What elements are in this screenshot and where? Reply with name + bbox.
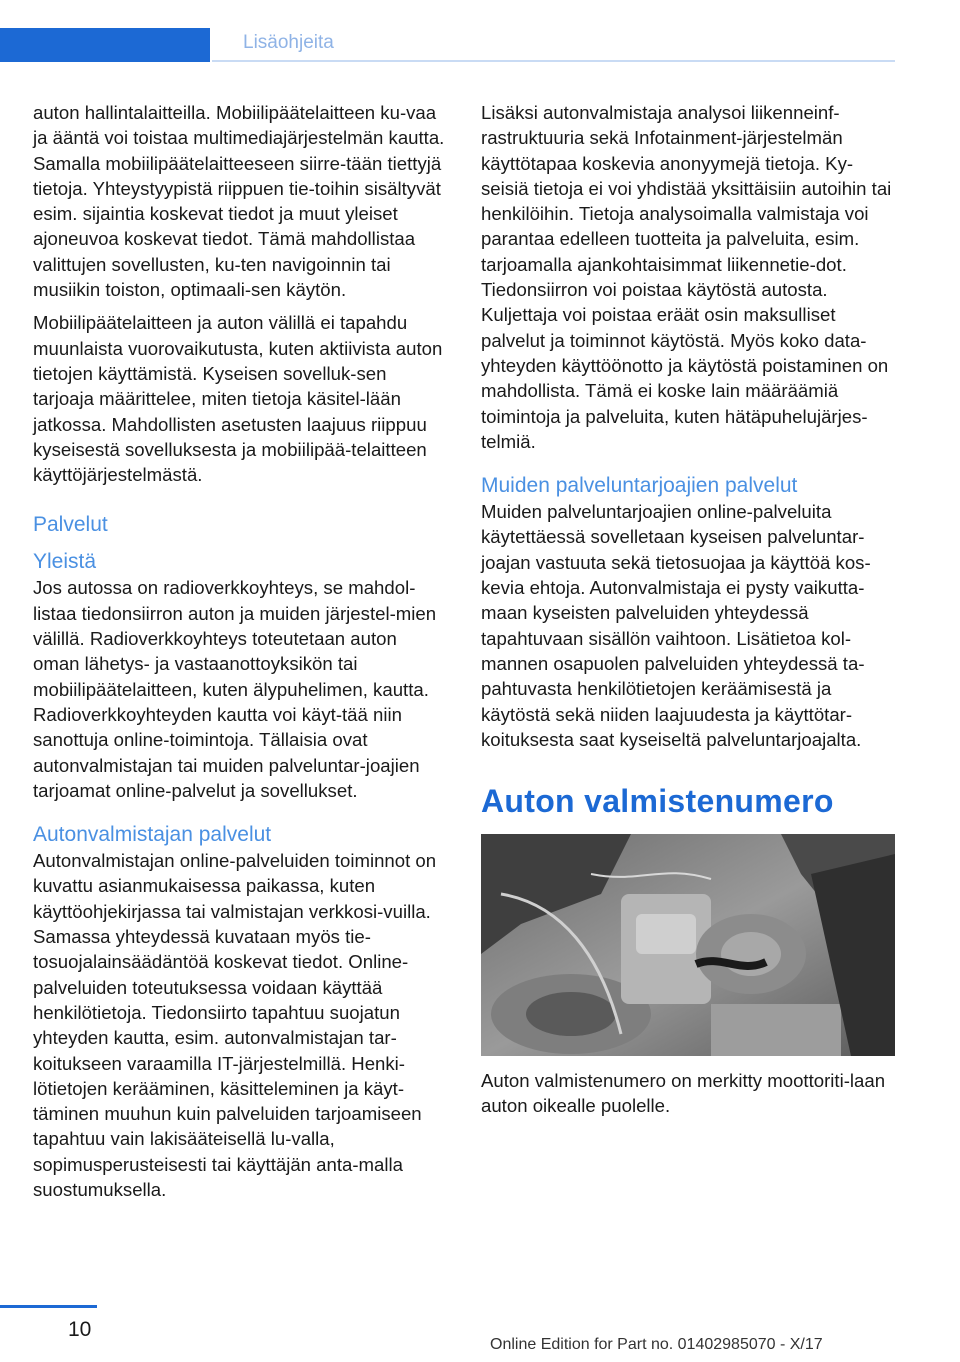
heading-auton-valmistenumero: Auton valmistenumero bbox=[481, 783, 834, 820]
heading-palvelut: Palvelut bbox=[33, 513, 108, 537]
right-paragraph-2: Muiden palveluntarjoajien online-palveluita käytettäessä sovelletaan kyseisen palveluntar-joajan vastuuta sekä tietosuojaa ja käyttöä kos-kevia ehtoja. Autonvalmistaja ei pysty vaikutta-maan kyseisten palveluiden yhteydessä tapahtuvaan sisällön vaihtoon. Lisätietoa kol-mannen osapuolen palveluiden yhteydessä ta-pahtuvasta henkilötietojen keräämisestä ja käytöstä sekä niiden laajuudesta ja käyttötar-koituksesta saat kyseiseltä palveluntarjoajalta. bbox=[481, 501, 871, 750]
footer-rule bbox=[0, 1305, 97, 1308]
heading-muiden-palvelut: Muiden palveluntarjoajien palvelut bbox=[481, 474, 798, 498]
heading-yleista: Yleistä bbox=[33, 550, 97, 574]
left-paragraph-1: auton hallintalaitteilla. Mobiilipäätelaitteen ku-vaa ja ääntä voi toistaa multimediajärjestelmän kautta. Samalla mobiilipäätelaitteeseen siirre-tään tiettyjä tietoja. Yhteystyypistä riippuen tie-toihin sisältyvät esim. sijaintia koskevat tiedot ja muut yleiset ajoneuvoa koskevat tiedot. Tämä mahdollistaa valittujen sovellusten, ku-ten navigoinnin tai musiikin toiston, optimaali-sen käytön. bbox=[33, 102, 445, 301]
heading-autonvalmistajan-palvelut: Autonvalmistajan palvelut bbox=[33, 823, 272, 847]
right-paragraph-1: Lisäksi autonvalmistaja analysoi liikenneinf-rastruktuuria sekä Infotainment-järjestelmän käyttötapaa koskevia anonyymejä tietoja. Ky-seisiä tietoja ei voi yhdistää yksittäisiin autoihin tai henkilöihin. Tietoja analysoimalla valmistaja voi parantaa edelleen tuotteita ja palveluita, esim. tarjoamalla ajankohtaisimmat liikennetie-dot. Tiedonsiirron voi poistaa käytöstä autosta. Kuljettaja voi poistaa eräät osin maksulliset palvelut ja toiminnot käytöstä. Myös koko data-yhteyden käyttöönotto ja käytöstä poistaminen on mahdollista. Tämä ei koske lain määräämiä toimintoja ja palveluita, kuten hätäpuhelujärjes-telmiä. bbox=[481, 102, 892, 452]
edition-footer: Online Edition for Part no. 01402985070 - X/17 bbox=[490, 1336, 823, 1353]
left-column bbox=[33, 100, 448, 1210]
page-number: 10 bbox=[68, 1318, 92, 1341]
page-header-title: Lisäohjeita bbox=[243, 32, 334, 53]
engine-compartment-image bbox=[481, 834, 895, 1056]
header-rule bbox=[212, 60, 895, 62]
right-column bbox=[481, 100, 896, 1127]
left-paragraph-2: Mobiilipäätelaitteen ja auton välillä ei tapahdu muunlaista vuorovaikutusta, kuten aktiivista auton tietojen käyttämistä. Kyseisen sovelluk-sen tarjoaja määrittelee, miten tietoja käsitel-lään jatkossa. Mahdollisten asetusten laajuus riippuu kyseisestä sovelluksesta ja mobiilipää-telaitteen käyttöjärjestelmästä. bbox=[33, 312, 443, 486]
left-paragraph-3: Jos autossa on radioverkkoyhteys, se mahdol-listaa tiedonsiirron auton ja muiden järjestel-mien välillä. Radioverkkoyhteys toteutetaan auton oman lähetys- ja vastaanottoyksikön tai mobiilipäätelaitteen, kuten älypuhelimen, kautta. Radioverkkoyhteyden kautta voi käyt-tää niin sanottuja online-toimintoja. Tällaisia ovat autonvalmistajan tai muiden palveluntar-joajien tarjoamat online-palvelut ja sovellukset. bbox=[33, 577, 437, 801]
image-caption: Auton valmistenumero on merkitty moottoriti-laan auton oikealle puolelle. bbox=[481, 1070, 886, 1117]
header-accent-bar bbox=[0, 28, 210, 62]
left-paragraph-4: Autonvalmistajan online-palveluiden toiminnot on kuvattu asianmukaisessa paikassa, kuten käyttöohjekirjassa tai valmistajan verkkosi-vuilla. Samassa yhteydessä kuvataan myös tie-tosuojalainsäädäntöä koskevat tiedot. Online-palveluiden toteutuksessa voidaan käyttää henkilötietoja. Tiedonsiirto tapahtuu suojatun yhteyden kautta, esim. autonvalmistajan tar-koitukseen varaamilla IT-järjestelmillä. Henki-lötietojen kerääminen, käsitteleminen ja käyt-täminen muuhun kuin palveluiden tarjoamiseen tapahtuu vain lakisääteisellä lu-valla, sopimusperusteisesti tai käyttäjän anta-malla suostumuksella. bbox=[33, 850, 437, 1200]
